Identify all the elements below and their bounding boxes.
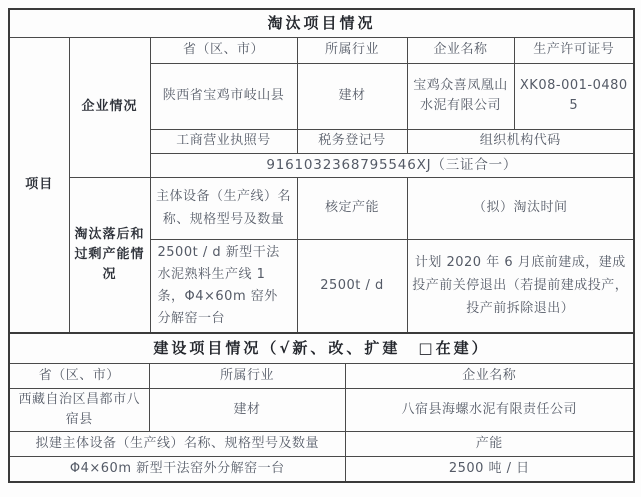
construction-header-industry: 所属行业 bbox=[149, 364, 345, 389]
enterprise-company-value: 宝鸡众喜凤凰山水泥有限公司 bbox=[407, 63, 514, 129]
capacity-equipment-value: 2500t / d 新型干法水泥熟料生产线 1 条，Φ4×60m 窑外分解窑一台 bbox=[150, 239, 297, 333]
header-province: 省（区、市） bbox=[150, 37, 297, 63]
unified-social-credit-code: 9161032368795546XJ（三证合一） bbox=[150, 153, 634, 177]
header-main-equipment: 主体设备（生产线）名称、规格型号及数量 bbox=[150, 177, 297, 239]
enterprise-section-label: 企业情况 bbox=[69, 37, 150, 177]
construction-equipment-value: Φ4×60m 新型干法窑外分解窑一台 bbox=[9, 457, 345, 482]
header-industry: 所属行业 bbox=[297, 37, 407, 63]
construction-header-equipment: 拟建主体设备（生产线）名称、规格型号及数量 bbox=[9, 432, 345, 457]
construction-province-value: 西藏自治区昌都市八宿县 bbox=[9, 389, 149, 432]
header-approved-capacity: 核定产能 bbox=[297, 177, 407, 239]
capacity-section-label: 淘汰落后和过剩产能情况 bbox=[69, 177, 150, 333]
construction-header-province: 省（区、市） bbox=[9, 364, 149, 389]
approved-capacity-value: 2500t / d bbox=[297, 239, 407, 333]
header-business-license: 工商营业执照号 bbox=[150, 129, 297, 153]
project-row-label: 项目 bbox=[9, 37, 69, 333]
header-org-code: 组织机构代码 bbox=[407, 129, 634, 153]
construction-industry-value: 建材 bbox=[149, 389, 345, 432]
elimination-table-title: 淘汰项目情况 bbox=[9, 9, 634, 37]
elimination-project-table bbox=[8, 8, 635, 334]
enterprise-industry-value: 建材 bbox=[297, 63, 407, 129]
enterprise-license-value: XK08-001-04805 bbox=[514, 63, 634, 129]
construction-table-title: 建设项目情况（√新、改、扩建 □在建） bbox=[9, 333, 634, 364]
construction-header-company: 企业名称 bbox=[345, 364, 634, 389]
header-elimination-time: （拟）淘汰时间 bbox=[407, 177, 634, 239]
construction-capacity-value: 2500 吨 / 日 bbox=[345, 457, 634, 482]
construction-company-value: 八宿县海螺水泥有限责任公司 bbox=[345, 389, 634, 432]
construction-project-table bbox=[8, 332, 635, 483]
header-license: 生产许可证号 bbox=[514, 37, 634, 63]
elimination-time-value: 计划 2020 年 6 月底前建成，建成投产前关停退出（若提前建成投产，投产前拆除退出） bbox=[407, 239, 634, 333]
header-company: 企业名称 bbox=[407, 37, 514, 63]
header-tax-registration: 税务登记号 bbox=[297, 129, 407, 153]
construction-header-capacity: 产能 bbox=[345, 432, 634, 457]
enterprise-province-value: 陕西省宝鸡市岐山县 bbox=[150, 63, 297, 129]
